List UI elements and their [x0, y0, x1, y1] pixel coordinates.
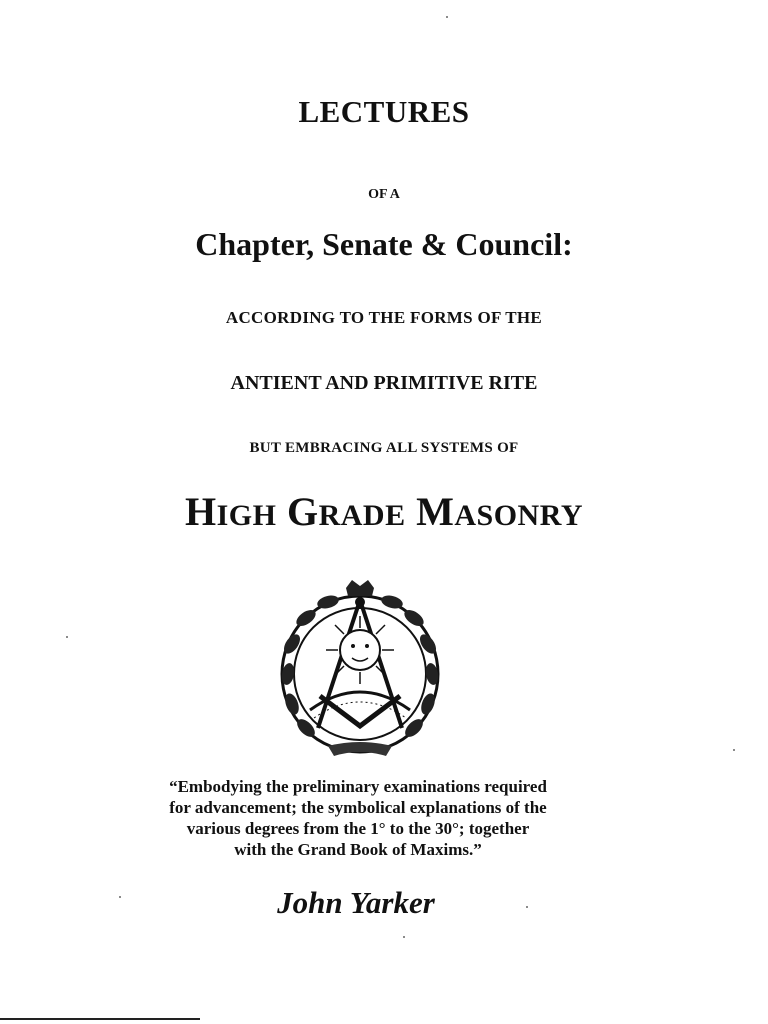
masonic-emblem-icon — [268, 578, 452, 760]
quote-line: “Embodying the preliminary examinations required — [169, 777, 547, 796]
scan-artifact-line — [0, 1018, 200, 1020]
author-name: John Yarker — [277, 885, 435, 920]
epigraph-quote — [0, 776, 716, 860]
scan-speck — [66, 636, 68, 638]
word-high-rest: IGH — [216, 499, 277, 532]
scan-speck — [733, 749, 735, 751]
word-grade-rest: RADE — [318, 499, 406, 532]
word-masonry-rest: ASONRY — [454, 499, 583, 532]
high-grade-masonry-heading — [0, 488, 768, 535]
word-masonry-cap: M — [416, 489, 455, 534]
chapter-senate-council-heading: Chapter, Senate & Council: — [195, 226, 573, 262]
word-high-cap: H — [184, 489, 217, 534]
of-a-text: OF A — [368, 187, 400, 202]
quote-line: various degrees from the 1° to the 30°; together — [186, 819, 530, 838]
scan-speck — [119, 896, 121, 898]
scan-speck — [446, 16, 448, 18]
according-text: ACCORDING TO THE FORMS OF THE — [225, 308, 543, 327]
embracing-text: BUT EMBRACING ALL SYSTEMS OF — [249, 440, 519, 456]
main-title: LECTURES — [298, 94, 470, 129]
scan-speck — [403, 936, 405, 938]
quote-line: with the Grand Book of Maxims.” — [234, 840, 482, 859]
quote-line: for advancement; the symbolical explanations of the — [169, 798, 547, 817]
antient-rite-text: ANTIENT AND PRIMITIVE RITE — [230, 372, 538, 394]
word-grade-cap: G — [286, 489, 319, 534]
scan-speck — [526, 906, 528, 908]
